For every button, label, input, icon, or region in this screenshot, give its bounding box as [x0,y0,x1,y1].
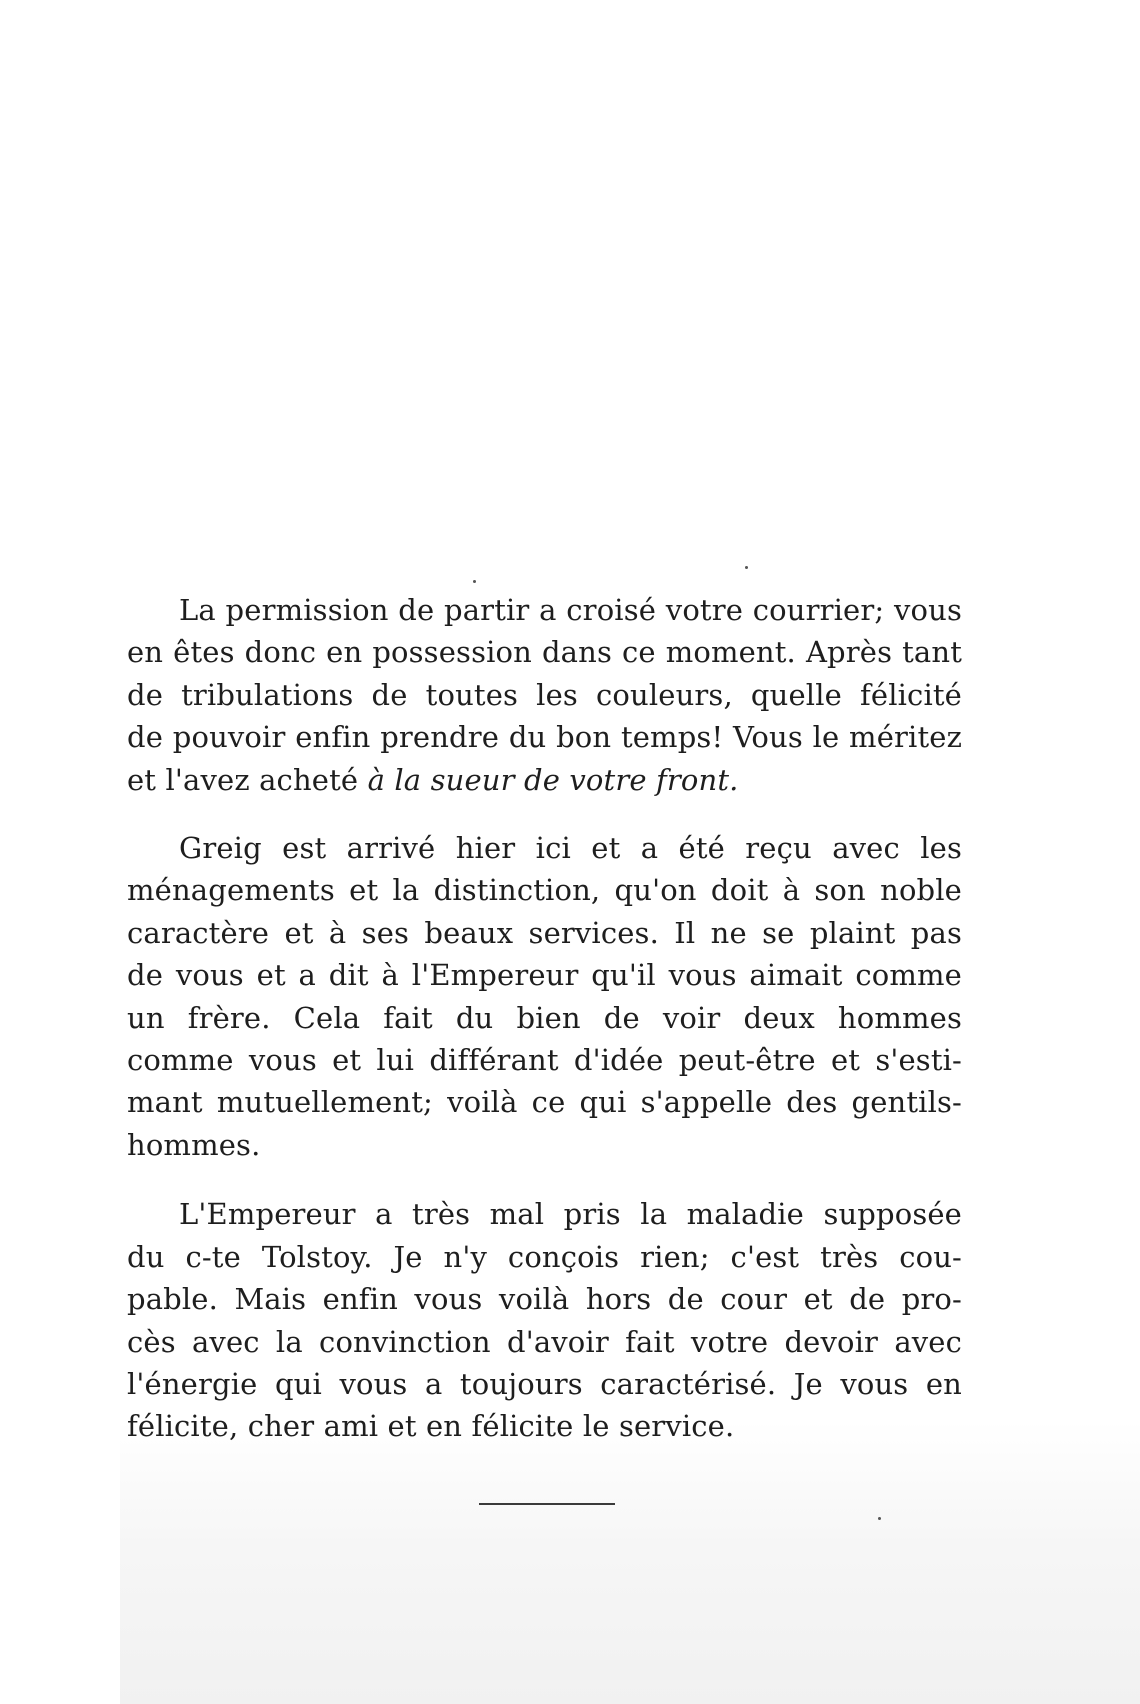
section-divider-rule [479,1503,615,1505]
text-line: cès avec la convinction d'avoir fait votre devoir avec [127,1324,962,1359]
text-line: comme vous et lui différant d'idée peut-être et s'esti- [127,1043,962,1078]
text-line [127,759,962,801]
text-line: La permission de partir a croisé votre courrier; vous [179,593,962,627]
text-line: de pouvoir enfin prendre du bon temps! Vous le méritez [127,720,962,755]
paragraph-1 [127,589,962,801]
text-line: Greig est arrivé hier ici et a été reçu avec les [179,831,962,866]
text-line: L'Empereur a très mal pris la maladie supposée [179,1197,962,1232]
text-line: ménagements et la distinction, qu'on doit à son noble [127,873,962,908]
paragraph-3 [127,1193,962,1447]
page-scan-shading [120,1420,1140,1704]
italic-phrase: à la sueur de votre front. [367,762,739,797]
scan-speck [745,566,748,569]
text-line: de vous et a dit à l'Empereur qu'il vous aimait comme [127,958,962,993]
paragraph-2 [127,827,962,1166]
text-line: caractère et à ses beaux services. Il ne se plaint pas [127,915,962,950]
text-line: du c-te Tolstoy. Je n'y conçois rien; c'est très cou- [127,1239,962,1274]
text-line: un frère. Cela fait du bien de voir deux hommes [127,1000,962,1035]
text-line: de tribulations de toutes les couleurs, quelle félicité [127,677,962,712]
text-line: félicite, cher ami et en félicite le service. [127,1409,735,1444]
text-line-prefix: et l'avez acheté [127,762,368,797]
text-line: en êtes donc en possession dans ce moment. Après tant [127,635,962,670]
scan-speck [878,1517,881,1520]
text-line: hommes. [127,1127,261,1162]
letter-text [127,589,962,1448]
text-line: mant mutuellement; voilà ce qui s'appelle des gentils- [127,1085,962,1120]
scan-speck [473,580,476,583]
text-line: l'énergie qui vous a toujours caractérisé. Je vous en [127,1366,962,1401]
text-line: pable. Mais enfin vous voilà hors de cour et de pro- [127,1282,962,1317]
